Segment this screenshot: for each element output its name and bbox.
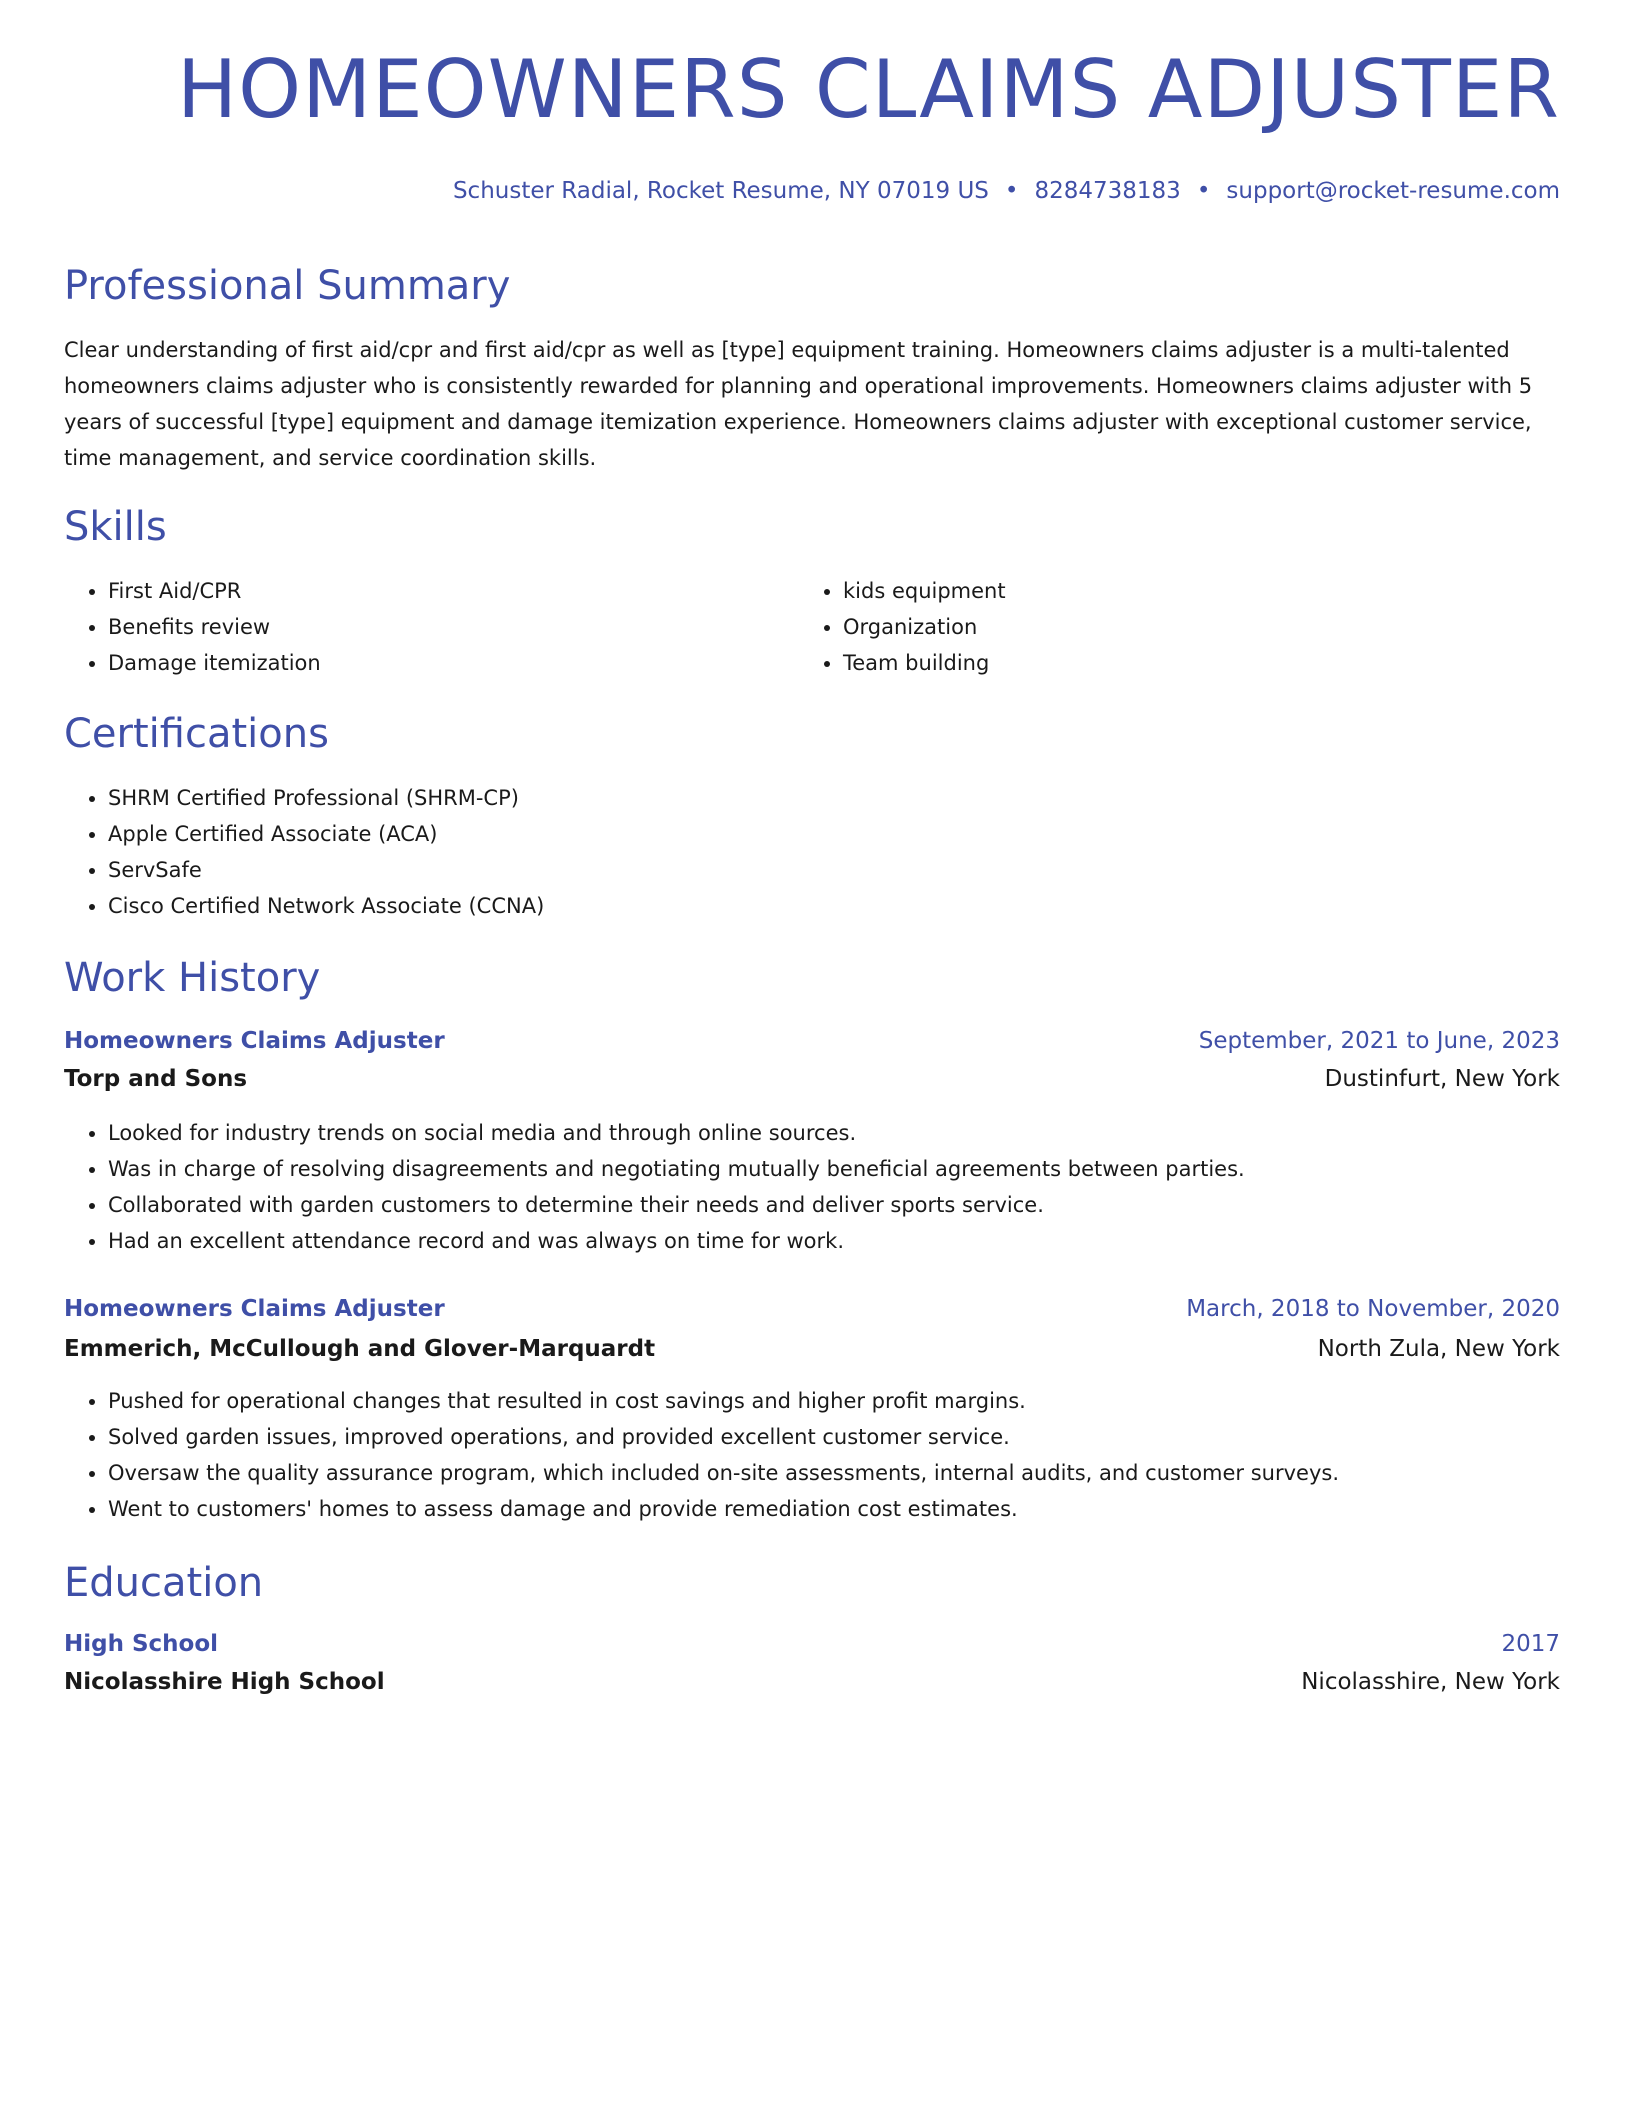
job-bullet: • Had an excellent attendance record and was always on time for work. xyxy=(108,1223,1245,1259)
job-title: Homeowners Claims Adjuster xyxy=(64,1028,445,1054)
resume-name: HOMEOWNERS CLAIMS ADJUSTER xyxy=(176,43,1560,136)
summary-text: Clear understanding of first aid/cpr and first aid/cpr as well as [type] equipment training. Homeowners claims adjuster is a multi-talented homeowners claims adjuster who is consistently rewarded for planning and operational improvements. Homeowners claims adjuster with 5 years of successful [type] equipment and damage itemization experience. Homeowners claims adjuster with exceptional customer service, time management, and service coordination skills. xyxy=(64,338,1533,470)
job-bullets xyxy=(64,1115,1245,1259)
contact-separator: • xyxy=(1004,178,1019,204)
job-bullet: • Oversaw the quality assurance program, which included on-site assessments, internal audits, and customer surveys. xyxy=(108,1455,1339,1491)
job-company: Torp and Sons xyxy=(64,1066,248,1092)
certifications-list xyxy=(64,780,544,924)
section-title-summary: Professional Summary xyxy=(64,263,511,309)
section-title-certifications: Certifications xyxy=(64,711,329,757)
job-bullet: • Collaborated with garden customers to determine their needs and deliver sports service. xyxy=(108,1187,1245,1223)
skills-list-left xyxy=(64,573,321,681)
job-title: Homeowners Claims Adjuster xyxy=(64,1296,445,1322)
job-location: North Zula, New York xyxy=(1317,1336,1560,1362)
contact-separator: • xyxy=(1196,178,1211,204)
certification-item: • Cisco Certified Network Associate (CCNA) xyxy=(108,888,544,924)
section-title-work-history: Work History xyxy=(64,955,321,1001)
contact-phone: 8284738183 xyxy=(1034,178,1181,204)
job-company: Emmerich, McCullough and Glover-Marquardt xyxy=(64,1336,656,1362)
job-location: Dustinfurt, New York xyxy=(1324,1066,1560,1092)
skill-item: • Team building xyxy=(843,645,1006,681)
job-bullet: • Looked for industry trends on social media and through online sources. xyxy=(108,1115,1245,1151)
section-title-education: Education xyxy=(64,1560,264,1606)
skill-item: • Benefits review xyxy=(108,609,321,645)
job-bullet: • Was in charge of resolving disagreements and negotiating mutually beneficial agreements between parties. xyxy=(108,1151,1245,1187)
section-title-skills: Skills xyxy=(64,504,167,550)
certification-item: • ServSafe xyxy=(108,852,544,888)
certification-item: • SHRM Certified Professional (SHRM-CP) xyxy=(108,780,544,816)
skill-item: • Organization xyxy=(843,609,1006,645)
skill-item: • kids equipment xyxy=(843,573,1006,609)
job-bullets xyxy=(64,1383,1339,1527)
certification-item: • Apple Certified Associate (ACA) xyxy=(108,816,544,852)
education-location: Nicolasshire, New York xyxy=(1301,1669,1560,1695)
contact-address: Schuster Radial, Rocket Resume, NY 07019 US xyxy=(452,178,989,204)
job-dates: March, 2018 to November, 2020 xyxy=(1186,1296,1560,1322)
contact-email: support@rocket-resume.com xyxy=(1226,178,1560,204)
skills-list-right xyxy=(799,573,1006,681)
education-year: 2017 xyxy=(1501,1631,1560,1657)
skill-item: • Damage itemization xyxy=(108,645,321,681)
education-degree: High School xyxy=(64,1631,219,1657)
job-dates: September, 2021 to June, 2023 xyxy=(1198,1028,1560,1054)
education-school: Nicolasshire High School xyxy=(64,1669,385,1695)
job-bullet: • Went to customers' homes to assess damage and provide remediation cost estimates. xyxy=(108,1491,1339,1527)
skill-item: • First Aid/CPR xyxy=(108,573,321,609)
job-bullet: • Pushed for operational changes that resulted in cost savings and higher profit margins. xyxy=(108,1383,1339,1419)
job-bullet: • Solved garden issues, improved operations, and provided excellent customer service. xyxy=(108,1419,1339,1455)
contact-line xyxy=(453,180,1560,203)
